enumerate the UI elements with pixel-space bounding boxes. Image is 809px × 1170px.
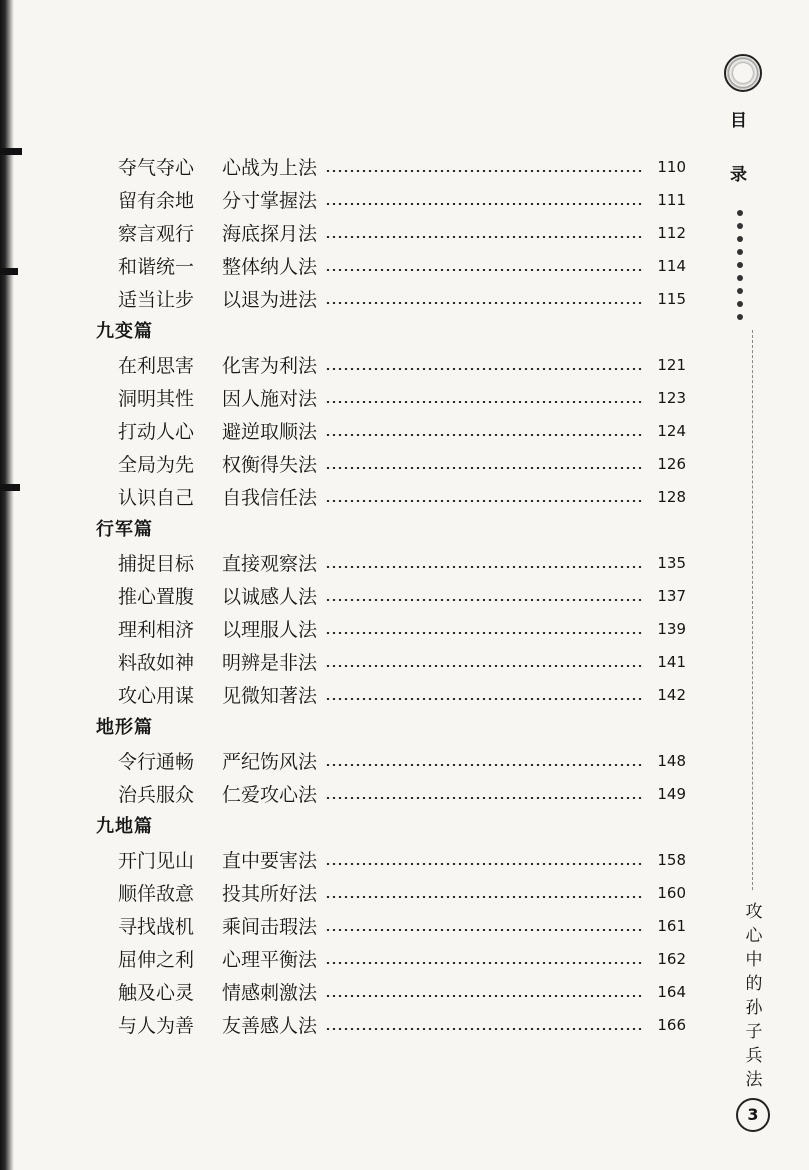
entry-topic: 夺气夺心 xyxy=(118,157,195,179)
entry-topic: 在利思害 xyxy=(118,355,195,377)
entry-page-number: 142 xyxy=(657,685,686,704)
book-title-char: 中 xyxy=(745,950,763,970)
dot-leader xyxy=(325,863,642,865)
entry-topic: 理利相济 xyxy=(118,619,195,641)
dot-leader xyxy=(325,995,642,997)
entry-page-number: 162 xyxy=(657,949,686,968)
entry-page-number: 164 xyxy=(657,982,686,1001)
dot-leader xyxy=(325,302,642,304)
entry-page-number: 137 xyxy=(657,586,686,605)
entry-page-number: 139 xyxy=(657,619,686,638)
toc-entry xyxy=(96,447,686,480)
dot-leader xyxy=(325,467,642,469)
entry-method: 因人施对法 xyxy=(222,388,318,410)
book-title-char: 子 xyxy=(745,1022,763,1042)
entry-method: 友善感人法 xyxy=(222,1015,318,1037)
entry-topic: 捕捉目标 xyxy=(118,553,195,575)
toc-entry xyxy=(96,381,686,414)
book-title-char: 的 xyxy=(745,974,763,994)
book-title-char: 孙 xyxy=(745,998,763,1018)
entry-method: 直接观察法 xyxy=(222,553,318,575)
entry-topic: 察言观行 xyxy=(118,223,195,245)
dot-leader xyxy=(325,566,642,568)
entry-topic: 适当让步 xyxy=(118,289,195,311)
toc-entry xyxy=(96,678,686,711)
entry-topic: 料敌如神 xyxy=(118,652,195,674)
dot-leader xyxy=(325,929,642,931)
entry-page-number: 111 xyxy=(657,190,686,209)
entry-method: 以诚感人法 xyxy=(222,586,318,608)
toc-entry xyxy=(96,975,686,1008)
entry-topic: 治兵服众 xyxy=(118,784,195,806)
dot-leader xyxy=(325,269,642,271)
toc-entry xyxy=(96,183,686,216)
dot-leader xyxy=(325,764,642,766)
page-number: 3 xyxy=(736,1098,770,1132)
dot-leader xyxy=(325,599,642,601)
section-heading: 九地篇 xyxy=(96,816,153,837)
section-heading: 行军篇 xyxy=(96,519,153,540)
toc-entry xyxy=(96,1008,686,1041)
contents-label-top: 目 xyxy=(730,111,747,131)
entry-page-number: 112 xyxy=(657,223,686,242)
entry-topic: 与人为善 xyxy=(118,1015,195,1037)
entry-method: 心战为上法 xyxy=(222,157,318,179)
entry-method: 分寸掌握法 xyxy=(222,190,318,212)
entry-page-number: 123 xyxy=(657,388,686,407)
contents-label-bottom: 录 xyxy=(730,165,747,185)
entry-page-number: 110 xyxy=(657,157,686,176)
entry-topic: 寻找战机 xyxy=(118,916,195,938)
dot-leader xyxy=(325,434,642,436)
entry-page-number: 128 xyxy=(657,487,686,506)
entry-topic: 洞明其性 xyxy=(118,388,195,410)
entry-topic: 触及心灵 xyxy=(118,982,195,1004)
toc-entry xyxy=(96,645,686,678)
entry-page-number: 126 xyxy=(657,454,686,473)
entry-method: 直中要害法 xyxy=(222,850,318,872)
section-heading: 地形篇 xyxy=(96,717,153,738)
side-rail xyxy=(720,0,780,1170)
entry-method: 自我信任法 xyxy=(222,487,318,509)
dot-leader xyxy=(325,698,642,700)
toc-entry xyxy=(96,942,686,975)
book-title-char: 法 xyxy=(745,1070,763,1090)
entry-topic: 打动人心 xyxy=(118,421,195,443)
toc-entry xyxy=(96,282,686,315)
entry-page-number: 135 xyxy=(657,553,686,572)
entry-page-number: 149 xyxy=(657,784,686,803)
toc-entry xyxy=(96,348,686,381)
binding-mark xyxy=(0,268,18,275)
entry-page-number: 141 xyxy=(657,652,686,671)
toc-entry xyxy=(96,480,686,513)
entry-page-number: 124 xyxy=(657,421,686,440)
dot-leader xyxy=(325,1028,642,1030)
entry-page-number: 160 xyxy=(657,883,686,902)
toc-entry xyxy=(96,777,686,810)
entry-method: 化害为利法 xyxy=(222,355,318,377)
entry-method: 海底探月法 xyxy=(222,223,318,245)
entry-topic: 推心置腹 xyxy=(118,586,195,608)
dot-leader xyxy=(325,962,642,964)
dot-leader xyxy=(325,896,642,898)
entry-topic: 开门见山 xyxy=(118,850,195,872)
toc-entry xyxy=(96,546,686,579)
entry-topic: 和谐统一 xyxy=(118,256,195,278)
toc-entry xyxy=(96,843,686,876)
divider-line xyxy=(752,330,753,890)
entry-method: 仁爱攻心法 xyxy=(222,784,318,806)
entry-page-number: 121 xyxy=(657,355,686,374)
entry-method: 情感刺激法 xyxy=(222,982,318,1004)
section-heading: 九变篇 xyxy=(96,321,153,342)
entry-topic: 留有余地 xyxy=(118,190,195,212)
dot-leader xyxy=(325,368,642,370)
toc-entry xyxy=(96,249,686,282)
toc-entry xyxy=(96,414,686,447)
dot-leader xyxy=(325,203,642,205)
toc-entry xyxy=(96,216,686,249)
entry-method: 乘间击瑕法 xyxy=(222,916,318,938)
decorative-dots xyxy=(737,210,743,327)
dot-leader xyxy=(325,632,642,634)
toc-entry xyxy=(96,579,686,612)
entry-page-number: 115 xyxy=(657,289,686,308)
entry-topic: 认识自己 xyxy=(118,487,195,509)
entry-method: 见微知著法 xyxy=(222,685,318,707)
binding-mark xyxy=(0,484,20,491)
entry-topic: 全局为先 xyxy=(118,454,195,476)
entry-page-number: 166 xyxy=(657,1015,686,1034)
toc-entry xyxy=(96,876,686,909)
entry-method: 严纪饬风法 xyxy=(222,751,318,773)
book-title-char: 兵 xyxy=(745,1046,763,1066)
entry-method: 避逆取顺法 xyxy=(222,421,318,443)
dot-leader xyxy=(325,500,642,502)
entry-page-number: 158 xyxy=(657,850,686,869)
entry-method: 投其所好法 xyxy=(222,883,318,905)
dot-leader xyxy=(325,665,642,667)
entry-page-number: 148 xyxy=(657,751,686,770)
toc-entry xyxy=(96,150,686,183)
book-title-char: 心 xyxy=(745,926,763,946)
toc-entry xyxy=(96,612,686,645)
entry-method: 心理平衡法 xyxy=(222,949,318,971)
entry-topic: 攻心用谋 xyxy=(118,685,195,707)
dot-leader xyxy=(325,797,642,799)
dot-leader xyxy=(325,401,642,403)
entry-topic: 令行通畅 xyxy=(118,751,195,773)
table-of-contents xyxy=(96,150,686,1041)
binding-mark xyxy=(0,148,22,155)
entry-topic: 屈伸之利 xyxy=(118,949,195,971)
toc-entry xyxy=(96,909,686,942)
entry-method: 以退为进法 xyxy=(222,289,318,311)
entry-method: 明辨是非法 xyxy=(222,652,318,674)
emblem-icon xyxy=(724,54,762,92)
dot-leader xyxy=(325,236,642,238)
entry-method: 整体纳人法 xyxy=(222,256,318,278)
entry-page-number: 114 xyxy=(657,256,686,275)
book-title-char: 攻 xyxy=(745,902,763,922)
entry-method: 权衡得失法 xyxy=(222,454,318,476)
entry-method: 以理服人法 xyxy=(222,619,318,641)
dot-leader xyxy=(325,170,642,172)
entry-topic: 顺佯敌意 xyxy=(118,883,195,905)
toc-entry xyxy=(96,744,686,777)
book-title xyxy=(742,900,766,1092)
binding-edge xyxy=(0,0,14,1170)
entry-page-number: 161 xyxy=(657,916,686,935)
